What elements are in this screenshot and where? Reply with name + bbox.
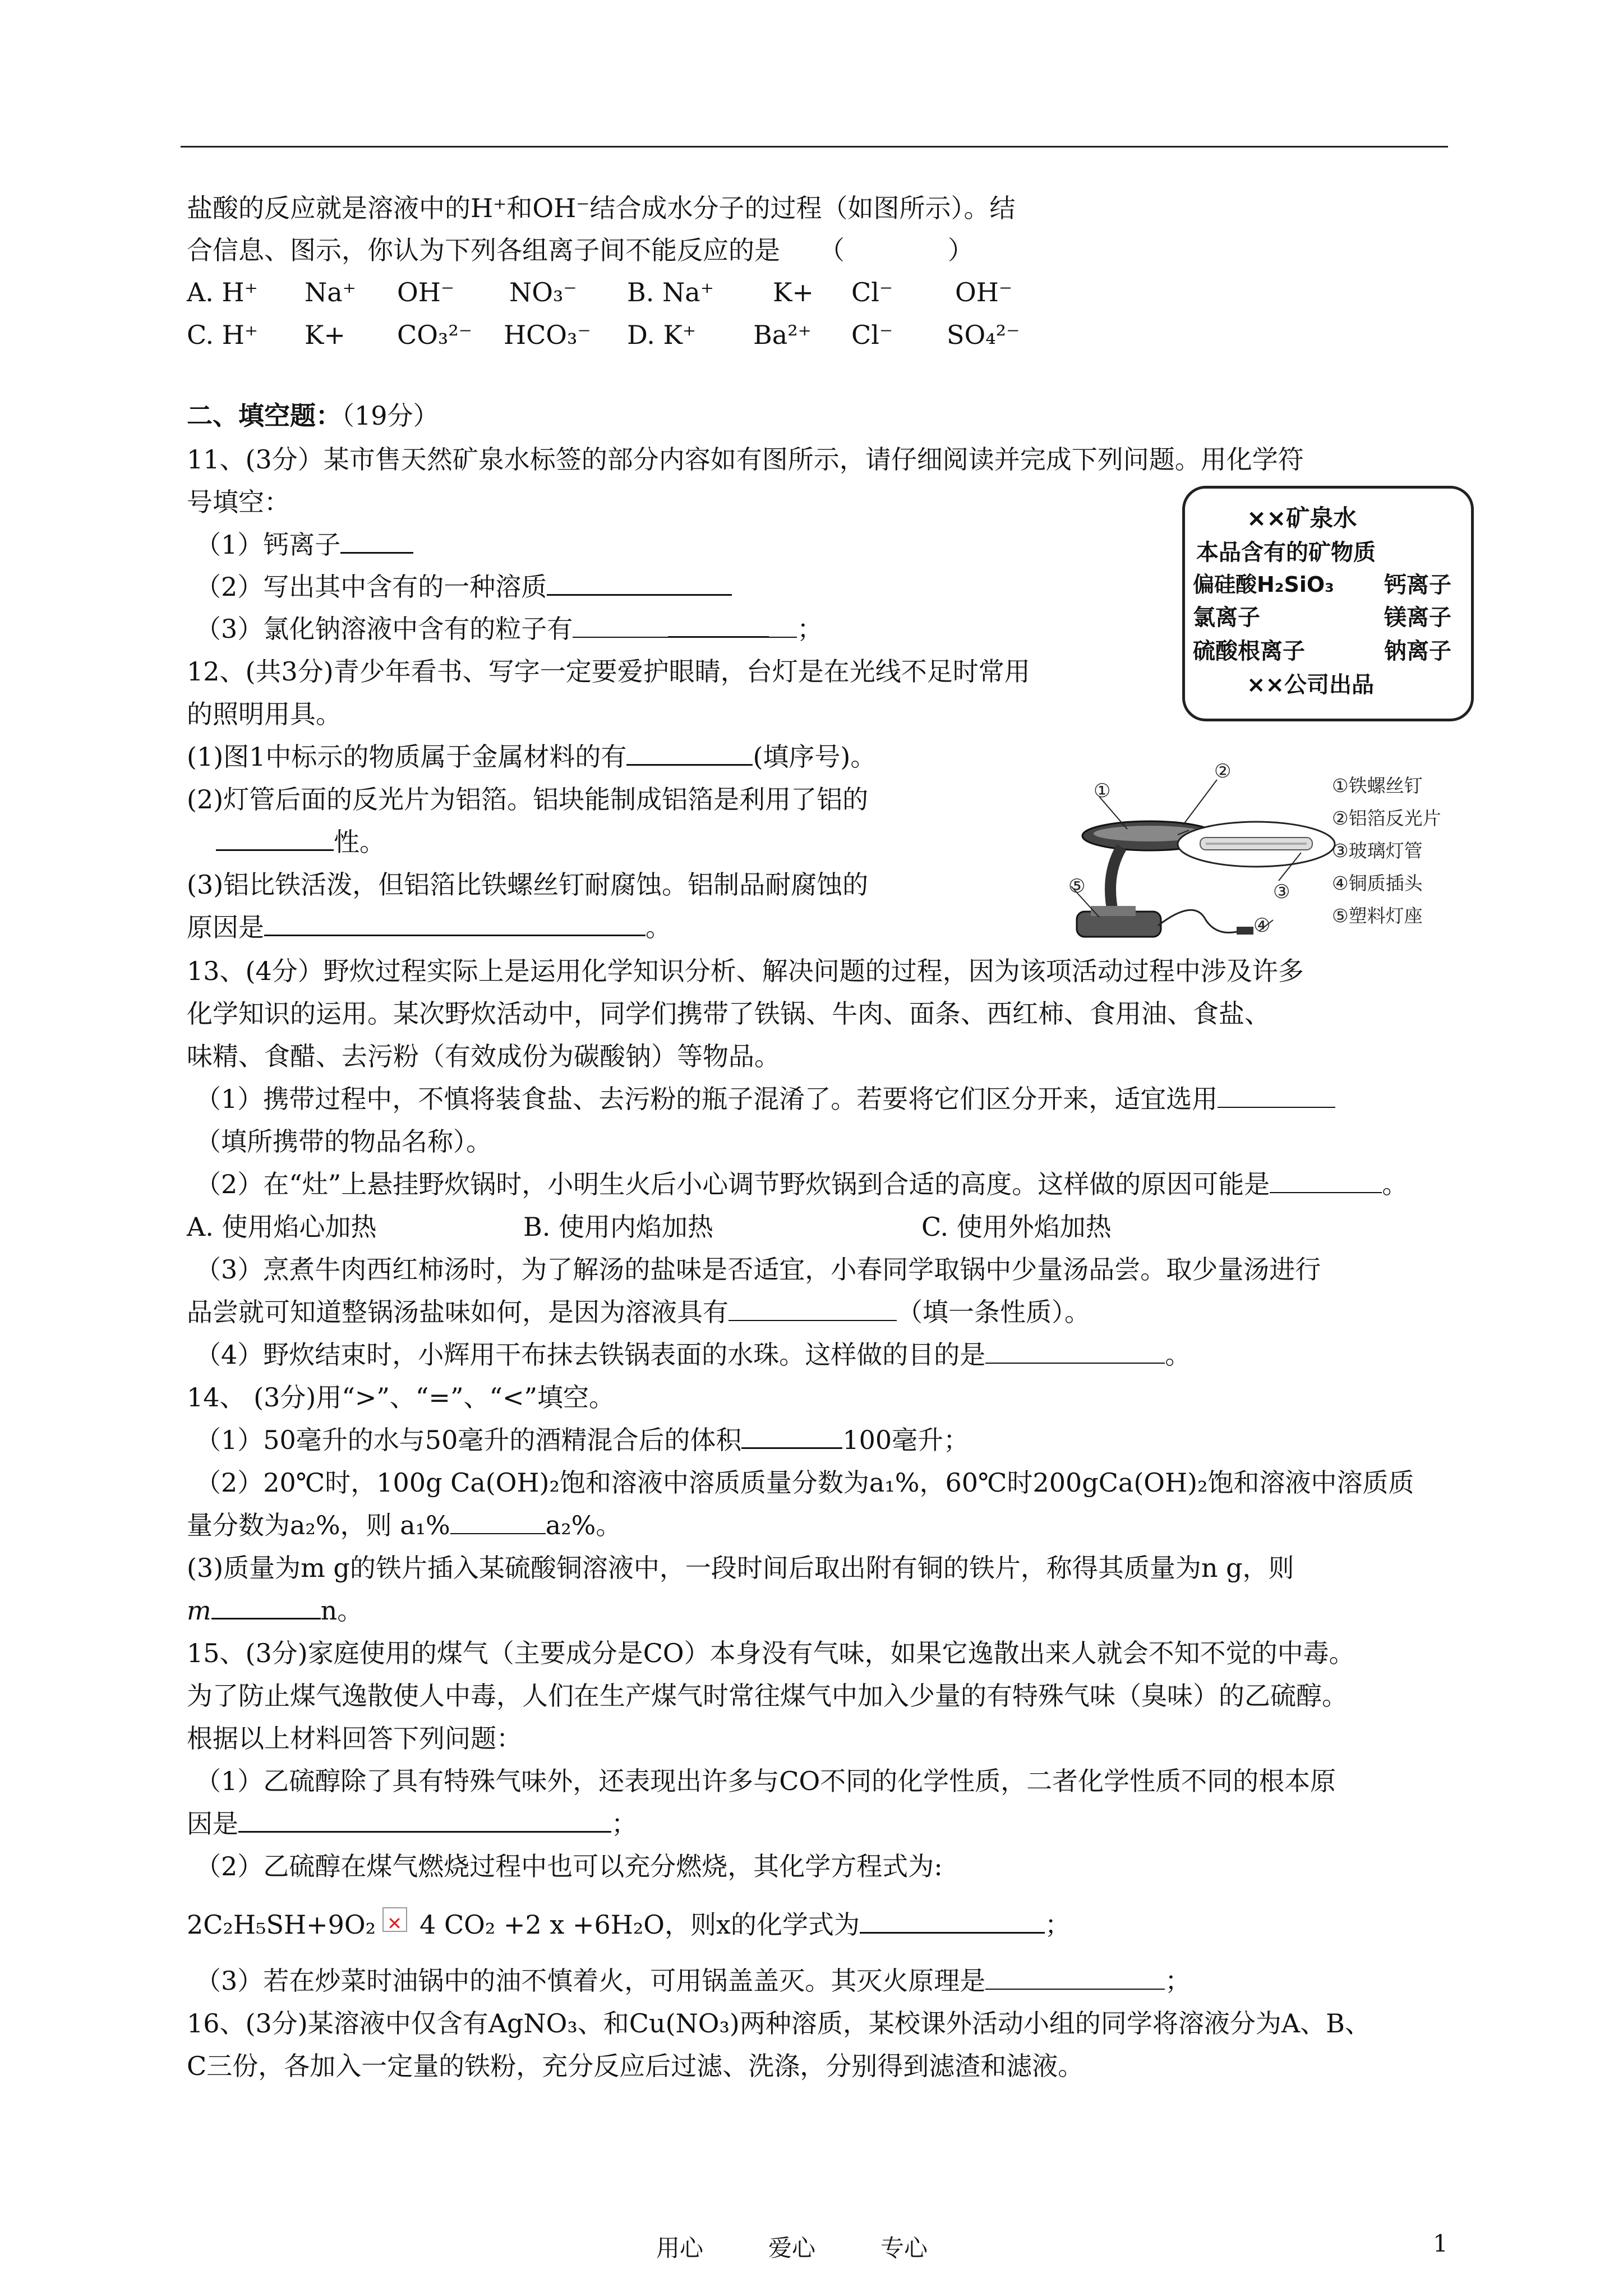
footer-left: 用心 [656,2234,704,2262]
answer-blank[interactable] [238,1806,611,1833]
answer-blank[interactable] [985,1964,1165,1990]
answer-blank[interactable] [340,527,413,554]
option-a-ion: OH⁻ [397,277,455,307]
q13-stem-3: 味精、食醋、去污粉（有效成份为碳酸钠）等物品。 [187,1041,780,1071]
lamp-legend-1: ①铁螺丝钉 [1332,775,1423,797]
mineral-water-label [1182,486,1474,721]
q15-part-3-end: ； [1165,1966,1191,1996]
q14-part-3-end: n。 [320,1595,363,1626]
section-score: （19分） [342,401,439,431]
q13-part-2 [195,1167,1408,1202]
lamp-legend-2: ②铝箔反光片 [1332,807,1441,829]
option-a-label: A. H⁺ [187,277,258,307]
q15-stem-3: 根据以上材料回答下列问题： [187,1723,522,1754]
q11-part-2 [195,569,732,604]
q11-stem-1: 11、(3分）某市售天然矿泉水标签的部分内容如有图所示，请仔细阅读并完成下列问题。用化学符 [187,444,1304,475]
q15-equation [187,1907,1071,1942]
q14-part-2-cont [187,1508,621,1543]
option-row-ab [187,275,1012,310]
answer-blank[interactable] [1218,1082,1335,1108]
header-rule [181,146,1448,148]
footer-right: 专心 [880,2234,928,2262]
lamp-callout-5: ⑤ [1068,875,1086,898]
q13-part-3-end: （填一条性质）。 [897,1297,1090,1327]
answer-blank[interactable] [860,1907,1045,1934]
lamp-legend-5: ⑤塑料灯座 [1332,905,1423,927]
q12-part-3: (3)铝比铁活泼，但铝箔比铁螺丝钉耐腐蚀。铝制品耐腐蚀的 [187,869,869,900]
section-heading [187,398,439,433]
q16-stem-1: 16、(3分)某溶液中仅含有AgNO₃、和Cu(NO₃)两种溶质，某校课外活动小组的同学将溶液分为A、B、 [187,2008,1371,2039]
q12-part-2-cont [216,825,385,859]
broken-image-icon [382,1907,407,1932]
q13-part-2-text: （2）在“灶”上悬挂野炊锅时，小明生火后小心调节野炊锅到合适的高度。这样做的原因可能是 [195,1169,1270,1199]
label-line-2a: 偏硅酸H₂SiO₃ [1193,572,1334,597]
equation-right: 4 CO₂ +2 x +6H₂O，则x的化学式为 [419,1910,860,1940]
intro-line-2: 合信息、图示，你认为下列各组离子间不能反应的是 （ ） [187,235,974,265]
q11-part-3 [195,611,823,646]
q15-stem-1: 15、(3分)家庭使用的煤气（主要成分是CO）本身没有气味，如果它逸散出来人就会不知不觉的中毒。 [187,1638,1355,1668]
q13-part-2-end: 。 [1382,1169,1408,1199]
option-d-label: D. K⁺ [627,320,697,350]
lamp-callout-2: ② [1214,760,1232,783]
option-d-ion: Cl⁻ [851,320,893,350]
q13-part-4-end: 。 [1165,1340,1191,1370]
intro-line-1: 盐酸的反应就是溶液中的H⁺和OH⁻结合成水分子的过程（如图所示）。结 [187,193,1016,223]
option-b-ion: Cl⁻ [851,277,893,307]
q14-stem: 14、 (3分)用“>”、“=”、“<”填空。 [187,1382,615,1412]
q15-part-2: （2）乙硫醇在煤气燃烧过程中也可以充分燃烧，其化学方程式为: [195,1851,943,1881]
q12-part-1 [187,739,876,774]
q13-stem-2: 化学知识的运用。某次野炊活动中，同学们携带了铁锅、牛肉、面条、西红柿、食用油、食盐、 [187,999,1270,1029]
lamp-legend-3: ③玻璃灯管 [1332,840,1423,862]
answer-blank[interactable] [769,612,797,638]
answer-blank[interactable] [741,1423,842,1449]
lamp-plug [1237,927,1253,935]
q13-option-a: A. 使用焰心加热 [187,1212,377,1242]
q13-option-c: C. 使用外焰加热 [921,1212,1112,1242]
answer-blank[interactable] [985,1338,1165,1364]
q11-part-1 [195,527,413,562]
answer-blank[interactable] [1270,1167,1382,1193]
q14-part-2: （2）20℃时，100g Ca(OH)₂饱和溶液中溶质质量分数为a₁%，60℃时200gCa(OH)₂饱和溶液中溶质质 [195,1467,1414,1498]
q12-stem-1: 12、(共3分)青少年看书、写字一定要爱护眼睛，台灯是在光线不足时常用 [187,656,1030,687]
q11-part-1-text: （1）钙离子 [195,530,341,560]
label-line-1: 本品含有的矿物质 [1196,540,1376,565]
option-c-ion: CO₃²⁻ [397,320,473,350]
lamp-neck [1110,847,1122,914]
q15-stem-2: 为了防止煤气逸散使人中毒，人们在生产煤气时常往煤气中加入少量的有特殊气味（臭味）的乙硫醇。 [187,1681,1348,1711]
q12-part-2: (2)灯管后面的反光片为铝箔。铝块能制成铝箔是利用了铝的 [187,784,869,815]
option-d-ion: Ba²⁺ [753,320,811,350]
callout-line-2 [1183,780,1217,825]
lamp-cord [1158,910,1239,932]
option-c-ion: HCO₃⁻ [504,320,591,350]
q14-part-2-end: a₂%。 [545,1510,622,1540]
option-d-ion: SO₄²⁻ [947,320,1020,350]
q15-part-3 [195,1963,1191,1998]
q12-part-3-cont [187,910,671,945]
q15-part-1-text: 因是 [187,1809,238,1839]
q14-part-3-m: m [187,1595,211,1626]
q13-option-b: B. 使用内焰加热 [523,1212,714,1242]
label-title: ××矿泉水 [1247,504,1357,532]
option-c-ion: K+ [305,320,345,350]
q15-part-1-cont [187,1806,637,1841]
footer-mid: 爱心 [768,2234,816,2262]
label-line-2b: 钙离子 [1384,572,1451,598]
q15-part-1: （1）乙硫醇除了具有特殊气味外，还表现出许多与CO不同的化学性质，二者化学性质不同的根本原 [195,1766,1336,1796]
lamp-callout-3: ③ [1273,881,1290,903]
q14-part-1-end: 100毫升； [842,1425,970,1455]
q12-part-2-end: 性。 [334,827,385,857]
q12-part-3-text: 原因是 [187,912,264,942]
q13-part-4 [195,1337,1191,1372]
q11-part-3-text: （3）氯化钠溶液中含有的粒子有 [195,614,573,644]
q12-part-1-end: (填序号)。 [753,742,877,772]
answer-blank[interactable] [547,569,732,596]
label-footer: ××公司出品 [1247,672,1375,698]
equation-end: ； [1044,1910,1071,1940]
option-b-ion: OH⁻ [955,277,1013,307]
q11-part-3-end: ； [797,614,823,644]
label-line-4b: 钠离子 [1384,638,1451,664]
section-title: 二、填空题： [187,401,342,431]
q11-stem-2: 号填空： [187,487,290,517]
answer-blank[interactable] [573,612,668,638]
option-c-label: C. H⁺ [187,320,259,350]
option-b-ion: K+ [773,277,814,307]
lamp-callout-1: ① [1094,780,1111,802]
q15-part-3-text: （3）若在炒菜时油锅中的油不慎着火，可用锅盖盖灭。其灭火原理是 [195,1966,986,1996]
q15-part-1-end: ； [611,1809,637,1839]
answer-blank[interactable] [626,739,753,766]
q12-stem-2: 的照明用具。 [187,699,342,729]
answer-blank[interactable] [216,825,334,851]
q16-stem-2: C三份，各加入一定量的铁粉，充分反应后过滤、洗涤，分别得到滤渣和滤液。 [187,2051,1084,2081]
q13-part-4-text: （4）野炊结束时，小辉用干布抹去铁锅表面的水珠。这样做的目的是 [195,1340,986,1370]
q12-part-1-text: (1)图1中标示的物质属于金属材料的有 [187,742,627,772]
q13-part-1 [195,1082,1335,1116]
q13-part-3-cont [187,1295,1090,1329]
answer-blank[interactable] [264,910,645,936]
q11-part-2-text: （2）写出其中含有的一种溶质 [195,572,547,602]
answer-blank[interactable] [450,1508,546,1534]
page-number: 1 [1433,2230,1448,2257]
q13-stem-1: 13、(4分）野炊过程实际上是运用化学知识分析、解决问题的过程，因为该项活动过程中涉及许多 [187,956,1304,986]
option-row-cd [187,318,1020,352]
q12-part-3-end: 。 [645,912,671,942]
q13-part-3-text: 品尝就可知道整锅汤盐味如何，是因为溶液具有 [187,1297,728,1327]
answer-blank[interactable] [728,1295,897,1321]
label-line-4a: 硫酸根离子 [1193,638,1305,664]
lamp-legend-4: ④铜质插头 [1332,872,1423,894]
equation-left: 2C₂H₅SH+9O₂ [187,1910,376,1940]
option-a-ion: NO₃⁻ [509,277,577,307]
answer-blank[interactable] [668,611,769,638]
q13-part-1-text: （1）携带过程中，不慎将装食盐、去污粉的瓶子混淆了。若要将它们区分开来，适宜选用 [195,1084,1218,1114]
q14-part-3: (3)质量为m g的铁片插入某硫酸铜溶液中，一段时间后取出附有铜的铁片，称得其质量为n g，则 [187,1553,1294,1583]
lamp-callout-4: ④ [1253,914,1271,937]
q14-part-1 [195,1423,969,1457]
q14-part-1-text: （1）50毫升的水与50毫升的酒精混合后的体积 [195,1425,742,1455]
q14-part-2-text: 量分数为a₂%，则 a₁% [187,1510,450,1540]
q13-part-1-cont: （填所携带的物品名称）。 [195,1126,492,1157]
q14-part-3-cont [187,1593,363,1628]
label-line-3b: 镁离子 [1384,605,1451,631]
answer-blank[interactable] [211,1593,321,1619]
q13-part-3: （3）烹煮牛肉西红柿汤时，为了解汤的盐味是否适宜，小春同学取锅中少量汤品尝。取少量汤进行 [195,1254,1321,1285]
option-a-ion: Na⁺ [305,277,356,307]
label-line-3a: 氯离子 [1193,605,1260,631]
q13-options [187,1209,1112,1244]
option-b-label: B. Na⁺ [627,277,714,307]
